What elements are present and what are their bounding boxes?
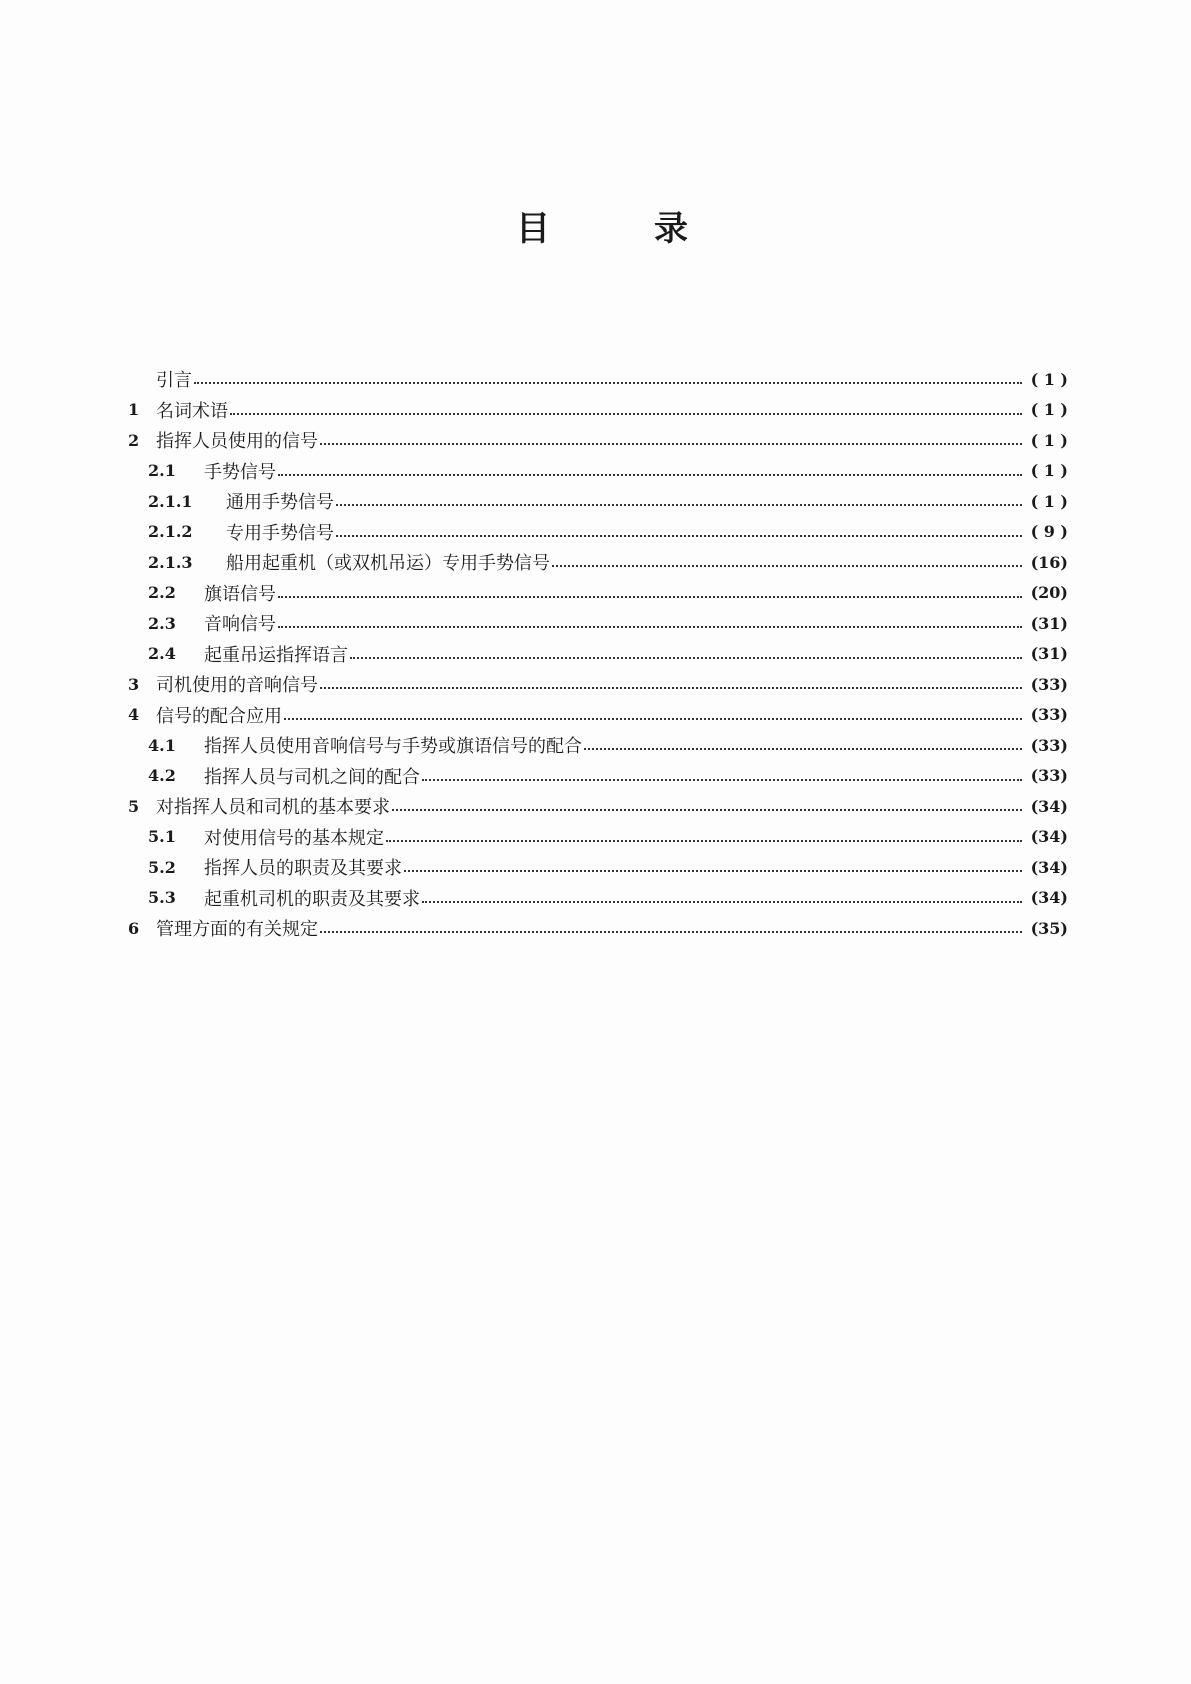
toc-entry[interactable] <box>128 852 1068 883</box>
toc-entry-number: 2.3 <box>148 613 176 633</box>
toc-dot-leader <box>392 809 1022 811</box>
toc-entry-number: 1 <box>128 400 140 420</box>
toc-entry-label: 对使用信号的基本规定 <box>204 827 384 849</box>
toc-dot-leader <box>320 687 1022 689</box>
toc-entry-number: 2.1.3 <box>148 552 193 572</box>
toc-dot-leader <box>230 413 1022 415</box>
toc-dot-leader <box>284 718 1022 720</box>
toc-entry-page: (33) <box>1030 705 1068 725</box>
toc-entry-page: ( 9 ) <box>1030 522 1068 542</box>
toc-entry-number: 6 <box>128 918 140 938</box>
toc-entry-number: 5.1 <box>148 827 176 847</box>
toc-dot-leader <box>194 382 1022 384</box>
toc-entry-number: 2.2 <box>148 583 176 603</box>
toc-entry-page: (16) <box>1030 552 1068 572</box>
toc-entry-number: 3 <box>128 674 140 694</box>
toc-entry[interactable] <box>128 486 1068 517</box>
toc-entry-page: ( 1 ) <box>1030 461 1068 481</box>
toc-dot-leader <box>404 870 1022 872</box>
toc-entry-page: (33) <box>1030 735 1068 755</box>
toc-entry-label: 对指挥人员和司机的基本要求 <box>156 797 390 819</box>
toc-entry-number: 5.3 <box>148 888 176 908</box>
toc-entry-number: 2.1.1 <box>148 491 193 511</box>
toc-entry[interactable] <box>128 761 1068 792</box>
toc-entry-page: (34) <box>1030 857 1068 877</box>
toc-entry-number: 4.1 <box>148 735 176 755</box>
title-char-1: 目 <box>516 209 550 249</box>
toc-entry-page: (31) <box>1030 644 1068 664</box>
toc-entry[interactable] <box>128 608 1068 639</box>
toc-dot-leader <box>422 779 1022 781</box>
toc-entry[interactable] <box>128 700 1068 731</box>
toc-entry-label: 名词术语 <box>156 400 228 422</box>
toc-entry-label: 指挥人员与司机之间的配合 <box>204 766 420 788</box>
toc-dot-leader <box>422 901 1022 903</box>
toc-dot-leader <box>552 565 1022 567</box>
toc-entry[interactable] <box>128 730 1068 761</box>
toc-dot-leader <box>336 535 1022 537</box>
toc-entry-page: (33) <box>1030 766 1068 786</box>
toc-dot-leader <box>278 596 1022 598</box>
toc-entry-label: 信号的配合应用 <box>156 705 282 727</box>
toc-entry-number: 2.1 <box>148 461 176 481</box>
toc-dot-leader <box>336 504 1022 506</box>
toc-entry-number: 5.2 <box>148 857 176 877</box>
toc-entry[interactable] <box>128 913 1068 944</box>
toc-entry-number: 5 <box>128 796 140 816</box>
toc-entry-label: 音响信号 <box>204 614 276 636</box>
toc-entry-page: ( 1 ) <box>1030 400 1068 420</box>
toc-entry-label: 旗语信号 <box>204 583 276 605</box>
toc-entry[interactable] <box>128 578 1068 609</box>
toc-entry-label: 起重吊运指挥语言 <box>204 644 348 666</box>
toc-entry-label: 引言 <box>156 370 192 392</box>
toc-entry-number: 2.1.2 <box>148 522 193 542</box>
toc-entry-label: 手势信号 <box>204 461 276 483</box>
toc-entry[interactable] <box>128 822 1068 853</box>
toc-entry-page: (33) <box>1030 674 1068 694</box>
toc-entry-label: 专用手势信号 <box>226 522 334 544</box>
toc-entry-label: 船用起重机（或双机吊运）专用手势信号 <box>226 553 550 575</box>
toc-dot-leader <box>278 626 1022 628</box>
toc-dot-leader <box>350 657 1022 659</box>
toc-entry-label: 指挥人员的职责及其要求 <box>204 858 402 880</box>
toc-entry[interactable] <box>128 791 1068 822</box>
toc-entry-number: 4.2 <box>148 766 176 786</box>
title-char-2: 录 <box>654 209 688 249</box>
toc-entry[interactable] <box>128 364 1068 395</box>
toc-entry-label: 起重机司机的职责及其要求 <box>204 888 420 910</box>
toc-dot-leader <box>584 748 1022 750</box>
toc-dot-leader <box>320 931 1022 933</box>
page-title <box>0 204 1191 254</box>
toc-entry-label: 指挥人员使用的信号 <box>156 431 318 453</box>
toc-entry-number: 4 <box>128 705 140 725</box>
toc-entry[interactable] <box>128 395 1068 426</box>
toc-entry[interactable] <box>128 883 1068 914</box>
toc-dot-leader <box>386 840 1022 842</box>
toc-entry-page: (34) <box>1030 827 1068 847</box>
toc-entry-page: (34) <box>1030 888 1068 908</box>
toc-entry-number: 2 <box>128 430 140 450</box>
toc-entry-label: 司机使用的音响信号 <box>156 675 318 697</box>
toc-entry[interactable] <box>128 669 1068 700</box>
toc-entry-page: ( 1 ) <box>1030 430 1068 450</box>
toc-entry-label: 通用手势信号 <box>226 492 334 514</box>
toc-entry-label: 管理方面的有关规定 <box>156 919 318 941</box>
toc-entry-page: (35) <box>1030 918 1068 938</box>
toc-entry-label: 指挥人员使用音响信号与手势或旗语信号的配合 <box>204 736 582 758</box>
toc-entry[interactable] <box>128 639 1068 670</box>
toc-entry[interactable] <box>128 456 1068 487</box>
toc-entry-page: (31) <box>1030 613 1068 633</box>
toc-entry[interactable] <box>128 425 1068 456</box>
toc-entry-page: (20) <box>1030 583 1068 603</box>
toc-dot-leader <box>320 443 1022 445</box>
toc-dot-leader <box>278 474 1022 476</box>
toc-entry[interactable] <box>128 517 1068 548</box>
toc-entry-page: ( 1 ) <box>1030 491 1068 511</box>
toc-entry[interactable] <box>128 547 1068 578</box>
toc-entry-page: (34) <box>1030 796 1068 816</box>
table-of-contents <box>128 364 1068 944</box>
toc-entry-page: ( 1 ) <box>1030 369 1068 389</box>
toc-entry-number: 2.4 <box>148 644 176 664</box>
